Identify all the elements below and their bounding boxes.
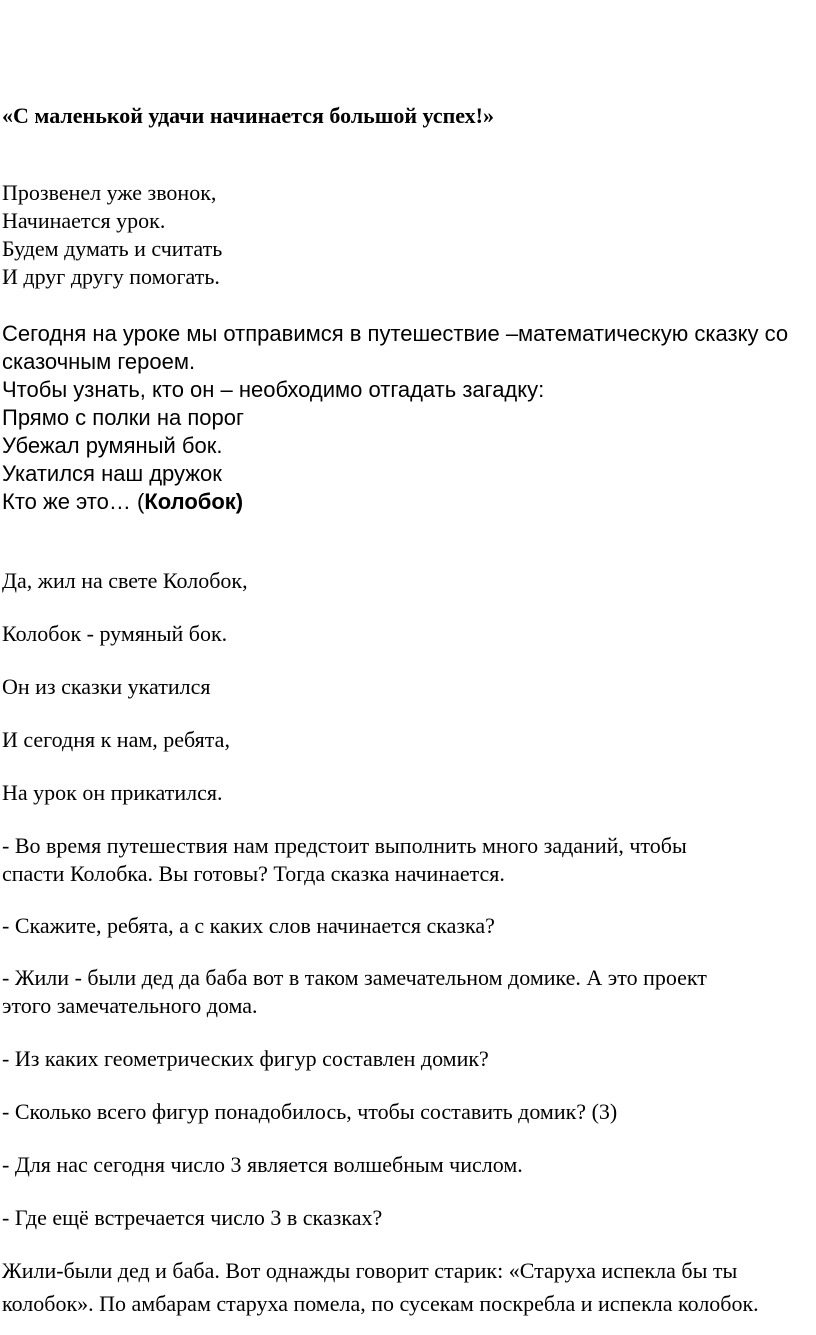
paragraph-4: - Из каких геометрических фигур составлен домик? (2, 1046, 489, 1071)
riddle-line-2: Убежал румяный бок. (2, 433, 223, 458)
paragraph-1-line-1: - Во время путешествия нам предстоит выполнить много заданий, чтобы (2, 833, 687, 858)
verse2-line-2: Колобок - румяный бок. (2, 621, 228, 646)
story-line-2: колобок». По амбарам старуха помела, по сусекам поскребла и испекла колобок. (2, 1291, 759, 1316)
verse2-line-3: Он из сказки укатился (2, 674, 211, 699)
verse1-line-3: Будем думать и считать (2, 236, 223, 261)
paragraph-1-line-2: спасти Колобка. Вы готовы? Тогда сказка начинается. (2, 861, 505, 886)
riddle-line-4 (2, 488, 243, 516)
verse2-line-1: Да, жил на свете Колобок, (2, 568, 248, 593)
intro-line-3: Чтобы узнать, кто он – необходимо отгадать загадку: (2, 377, 545, 402)
paragraph-2: - Скажите, ребята, а с каких слов начинается сказка? (2, 913, 495, 938)
verse2-line-4: И сегодня к нам, ребята, (2, 727, 230, 752)
paragraph-7: - Где ещё встречается число 3 в сказках? (2, 1205, 383, 1230)
verse1-line-1: Прозвенел уже звонок, (2, 180, 217, 205)
riddle-answer: Колобок) (144, 489, 244, 514)
paragraph-5: - Сколько всего фигур понадобилось, чтобы составить домик? (3) (2, 1099, 618, 1124)
riddle-question: Кто же это… ( (2, 489, 145, 514)
verse1-line-4: И друг другу помогать. (2, 264, 220, 289)
riddle-line-1: Прямо с полки на порог (2, 405, 244, 430)
paragraph-6: - Для нас сегодня число 3 является волшебным числом. (2, 1152, 523, 1177)
intro-line-2: сказочным героем. (2, 349, 196, 374)
verse1-line-2: Начинается урок. (2, 208, 166, 233)
verse2-line-5: На урок он прикатился. (2, 780, 223, 805)
paragraph-3-line-1: - Жили - были дед да баба вот в таком замечательном домике. А это проект (2, 965, 707, 990)
riddle-line-3: Укатился наш дружок (2, 461, 222, 486)
document-title: «С маленькой удачи начинается большой успех!» (2, 103, 494, 128)
paragraph-3-line-2: этого замечательного дома. (2, 993, 258, 1018)
story-line-1: Жили-были дед и баба. Вот однажды говорит старик: «Старуха испекла бы ты (2, 1258, 738, 1283)
intro-line-1: Сегодня на уроке мы отправимся в путешествие –математическую сказку со (2, 321, 789, 346)
